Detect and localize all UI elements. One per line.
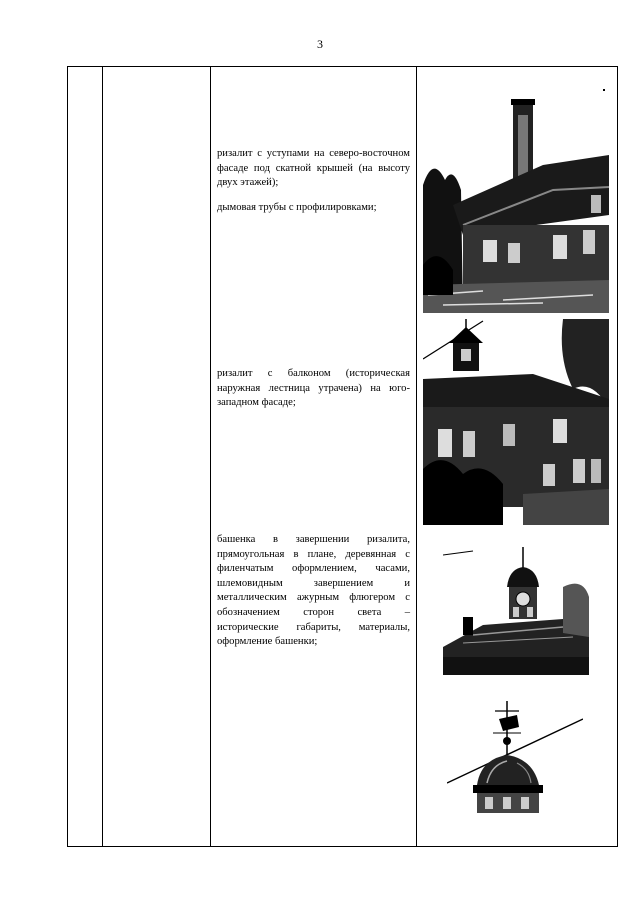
- description-block-3: [217, 533, 410, 650]
- description-block-2: [217, 367, 410, 411]
- photo-building-tower: [423, 319, 609, 525]
- column-number-cell: [68, 67, 103, 847]
- column-photo-cell: [417, 67, 618, 847]
- description-text: ризалит с уступами на северо-восточном фасаде под скатной крышей (на высоту двух этажей);: [217, 148, 410, 189]
- description-text: дымовая трубы с профилировками;: [217, 201, 377, 213]
- page-number: 3: [317, 37, 323, 51]
- photo-building-chimney: [423, 95, 609, 313]
- object-description-table: [67, 66, 618, 847]
- column-description-cell: [211, 67, 417, 847]
- scan-speck: [603, 89, 605, 91]
- column-name-cell: [103, 67, 211, 847]
- photo-tower-clock: [443, 547, 589, 675]
- description-block-1: [217, 147, 410, 215]
- photo-weathervane-dome: [447, 697, 583, 815]
- description-text: ризалит с балконом (историческая наружная лестница утрачена) на юго-западном фасаде;: [217, 368, 410, 409]
- description-text: башенка в завершении ризалита, прямоугольная в плане, деревянная с филенчатым оформлением, часами, шлемовидным завершением и металлическим ажурным флюгером с обозначением сторон света – исторические габариты, материалы, оформление башенки;: [217, 534, 410, 648]
